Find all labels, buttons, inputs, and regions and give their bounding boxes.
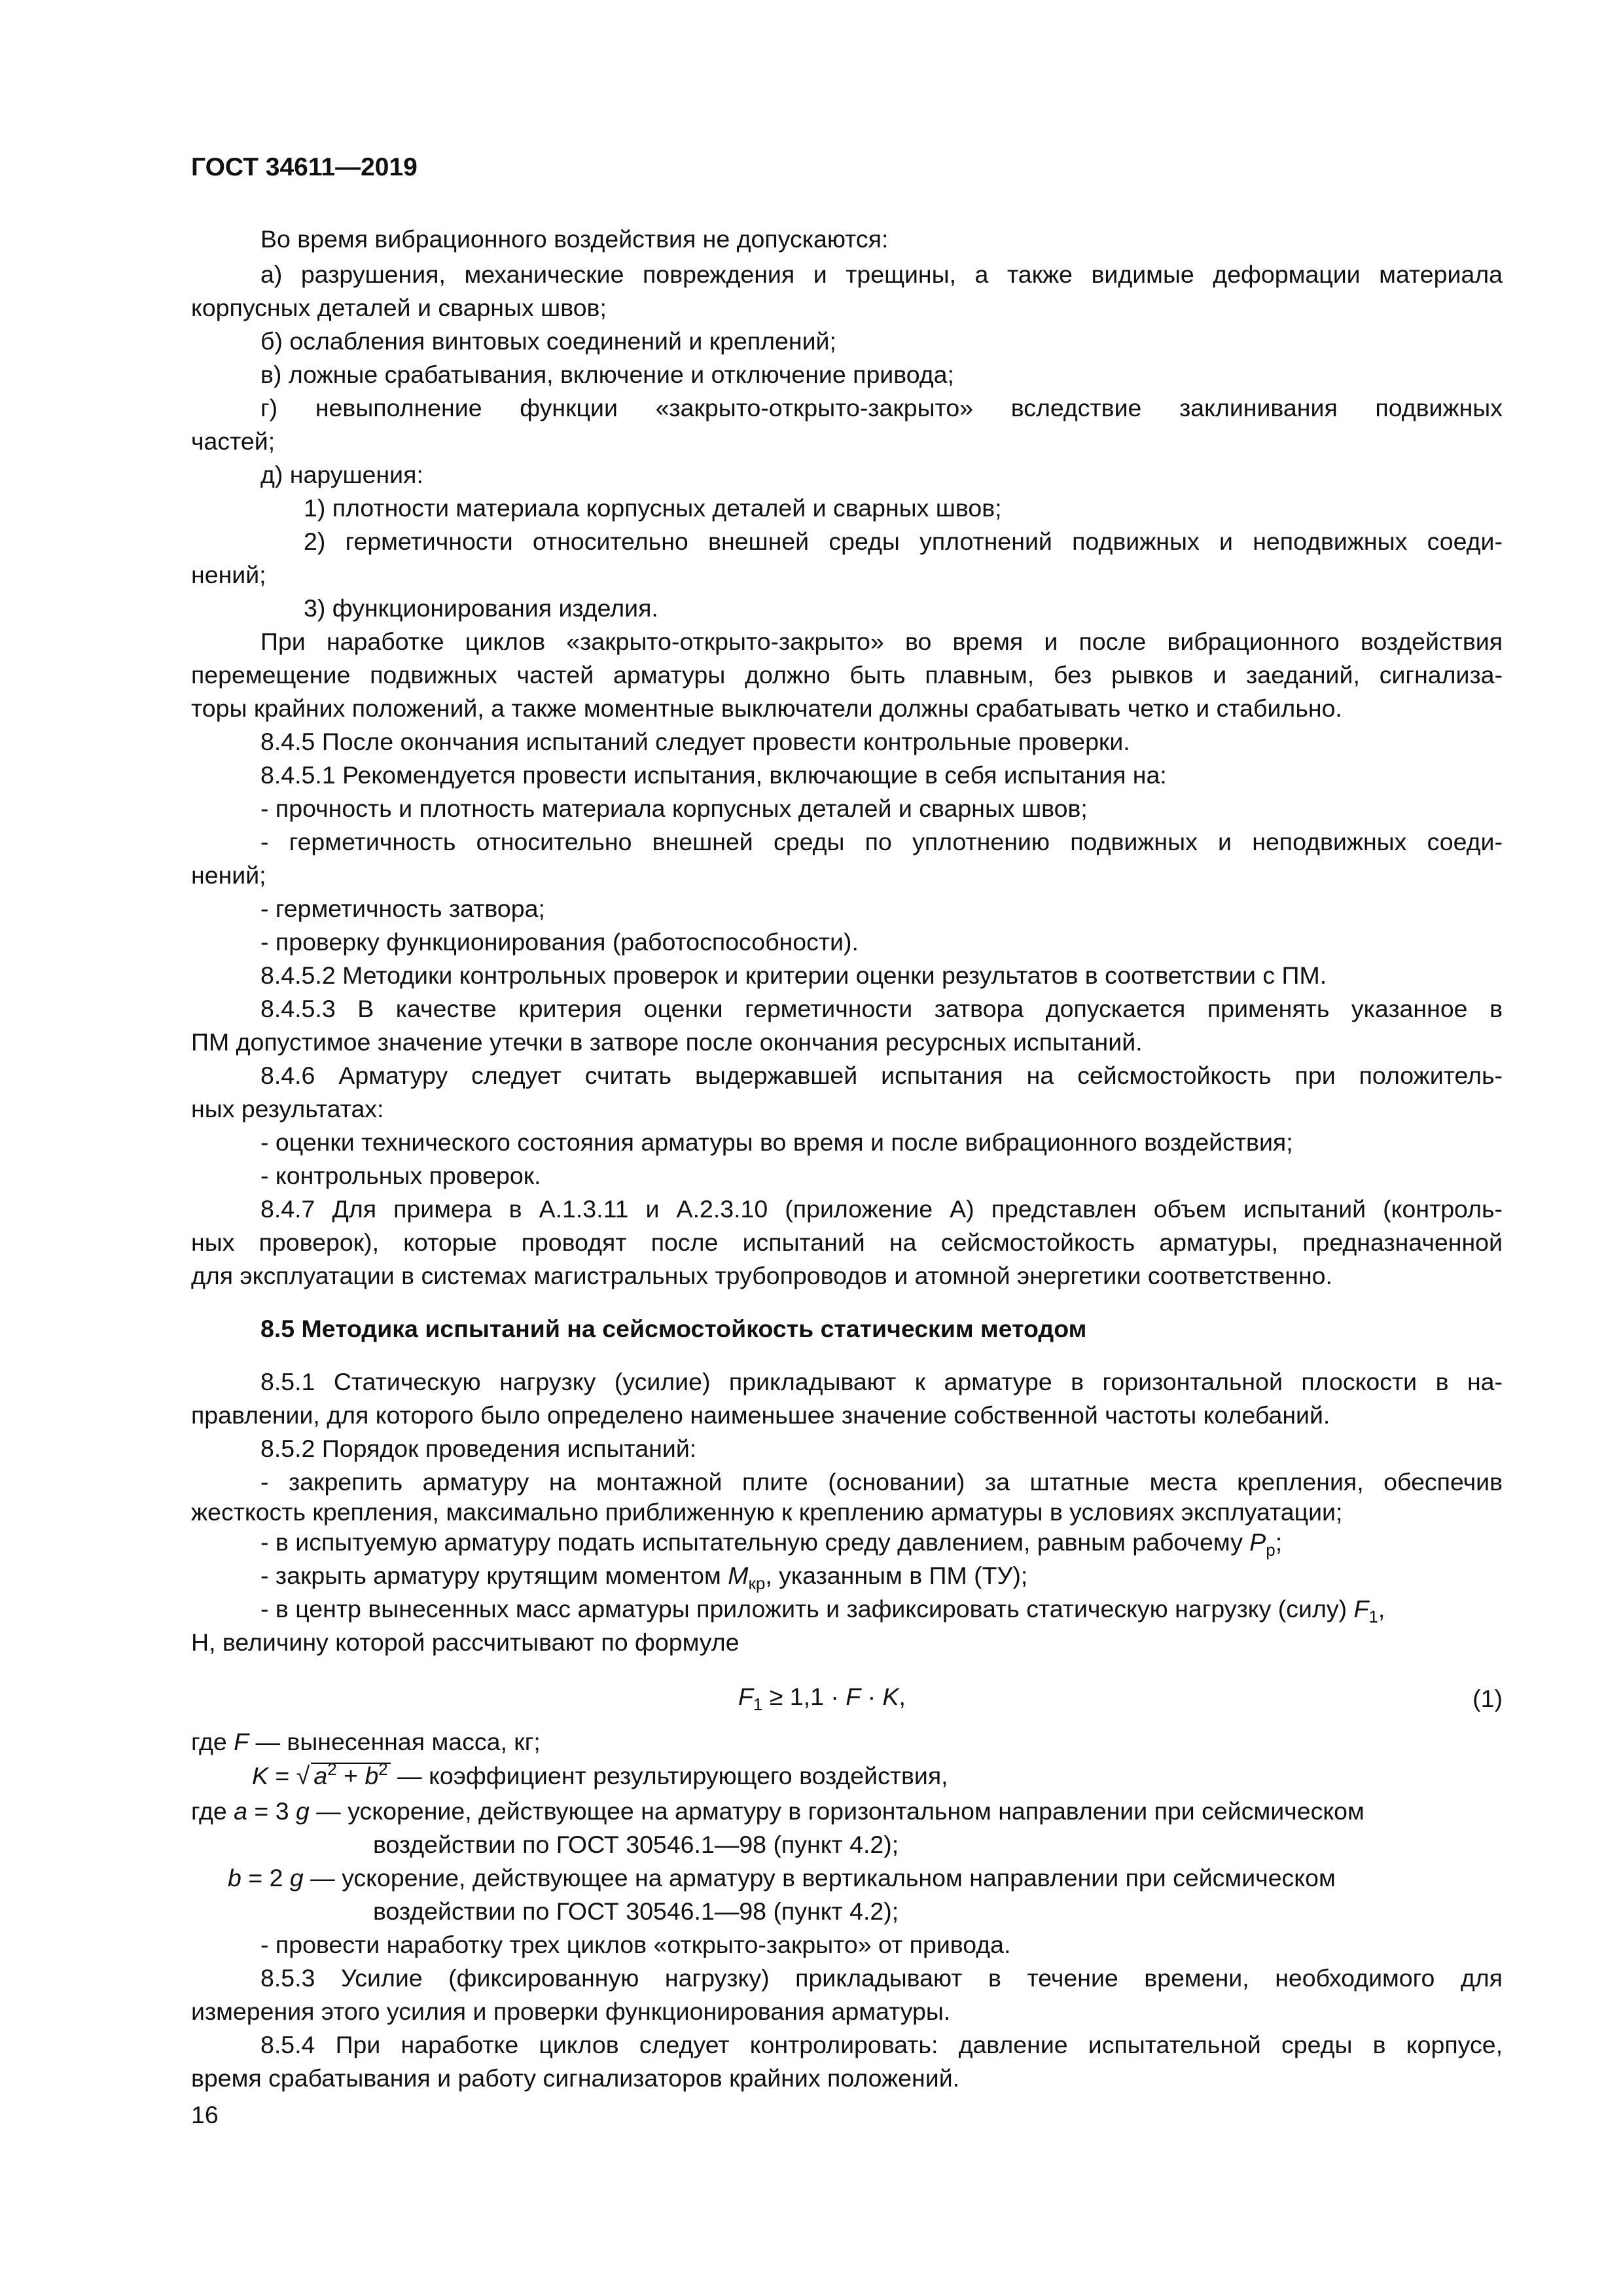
text-run: , <box>899 1683 906 1710</box>
text-run: = 3 <box>247 1797 296 1825</box>
list-item: - провести наработку трех циклов «открыто-закрыто» от привода. <box>260 1931 1011 1958</box>
list-item: д) нарушения: <box>260 461 423 488</box>
sqrt-icon: √ <box>296 1762 310 1789</box>
clause-8-5-3: 8.5.3 Усилие (фиксированную нагрузку) прикладывают в течение времени, необходимого для <box>260 1964 1503 1992</box>
symbol-f: F <box>846 1683 861 1710</box>
text-run: ≥ 1,1 · <box>762 1683 846 1710</box>
text-run: , <box>1378 1595 1385 1623</box>
symbol-g: g <box>296 1797 310 1825</box>
formula-k <box>252 1759 1623 1789</box>
text-run: - в испытуемую арматуру подать испытательную среду давлением, равным рабочему <box>260 1528 1250 1556</box>
symbol-b: b <box>228 1864 241 1892</box>
paragraph-line: нений; <box>191 861 266 889</box>
sqrt-radicand <box>311 1759 390 1789</box>
symbol-a: a <box>234 1797 248 1825</box>
symbol-f: F <box>1353 1595 1369 1623</box>
text-run: , указанным в ПМ (ТУ); <box>765 1562 1028 1589</box>
text-run: · <box>861 1683 883 1710</box>
list-item: - проверку функционирования (работоспособности). <box>260 928 859 956</box>
superscript: 2 <box>327 1759 337 1779</box>
where-line <box>191 1730 1623 1755</box>
text-run: = <box>268 1762 296 1789</box>
paragraph-line: для эксплуатации в системах магистральных трубопроводов и атомной энергетики соответственно. <box>191 1262 1332 1289</box>
clause-8-5-1: 8.5.1 Статическую нагрузку (усилие) прикладывают к арматуре в горизонтальной плоскости в на- <box>260 1368 1503 1395</box>
text-run: + <box>336 1762 365 1789</box>
list-item: б) ослабления винтовых соединений и креплений; <box>260 327 836 355</box>
text-run: - в центр вынесенных масс арматуры приложить и зафиксировать статическую нагрузку (силу) <box>260 1595 1354 1623</box>
paragraph-line: ПМ допустимое значение утечки в затворе после окончания ресурсных испытаний. <box>191 1028 1143 1056</box>
list-item-pressure <box>260 1528 1623 1560</box>
paragraph-line: измерения этого усилия и проверки функционирования арматуры. <box>191 1998 951 2025</box>
paragraph-line: воздействии по ГОСТ 30546.1—98 (пункт 4.2); <box>373 1897 899 1925</box>
text-run: ; <box>1275 1528 1283 1556</box>
list-item: - контрольных проверок. <box>260 1162 541 1189</box>
text-run: где <box>191 1728 234 1755</box>
list-item: - прочность и плотность материала корпусных деталей и сварных швов; <box>260 795 1088 822</box>
paragraph-line: корпусных деталей и сварных швов; <box>191 294 607 321</box>
paragraph-line: Во время вибрационного воздействия не допускаются: <box>260 225 889 253</box>
paragraph-line: время срабатывания и работу сигнализаторов крайних положений. <box>191 2064 960 2092</box>
paragraph-line: ных результатах: <box>191 1095 384 1122</box>
paragraph-line: правлении, для которого было определено наименьшее значение собственной частоты колебаний. <box>191 1401 1330 1429</box>
sub-list-item: 2) герметичности относительно внешней среды уплотнений подвижных и неподвижных соеди- <box>304 528 1503 555</box>
symbol-k: K <box>882 1683 899 1710</box>
text-run: - закрыть арматуру крутящим моментом <box>260 1562 728 1589</box>
list-item-force <box>260 1595 1623 1626</box>
clause-8-5-4: 8.5.4 При наработке циклов следует контролировать: давление испытательной среды в корпусе, <box>260 2031 1503 2058</box>
list-item-torque <box>260 1562 1623 1593</box>
where-a-line <box>191 1799 1623 1824</box>
list-item: в) ложные срабатывания, включение и отключение привода; <box>260 361 954 388</box>
paragraph-line: Н, величину которой рассчитывают по формуле <box>191 1628 740 1656</box>
text-run: — ускорение, действующее на арматуру в горизонтальном направлении при сейсмическом <box>309 1797 1364 1825</box>
clause-8-4-5-2: 8.4.5.2 Методики контрольных проверок и критерии оценки результатов в соответствии с ПМ. <box>260 961 1327 989</box>
symbol-f: F <box>234 1728 249 1755</box>
paragraph-line: жесткость крепления, максимально приближенную к креплению арматуры в условиях эксплуатации; <box>191 1498 1343 1526</box>
subscript: кр <box>748 1573 766 1593</box>
list-item: - герметичность относительно внешней среды по уплотнению подвижных и неподвижных соеди- <box>260 828 1503 855</box>
paragraph-line: торы крайних положений, а также моментные выключатели должны срабатывать четко и стабильно. <box>191 694 1342 722</box>
subscript: 1 <box>753 1695 763 1714</box>
paragraph-line: перемещение подвижных частей арматуры должно быть плавным, без рывков и заеданий, сигнализа- <box>191 661 1503 689</box>
superscript: 2 <box>378 1759 388 1779</box>
paragraph-line: нений; <box>191 561 266 588</box>
list-item: - закрепить арматуру на монтажной плите (основании) за штатные места крепления, обеспечив <box>260 1468 1503 1496</box>
text-run: = 2 <box>241 1864 290 1892</box>
formula-number: (1) <box>1472 1685 1503 1712</box>
symbol-b: b <box>365 1762 379 1789</box>
clause-8-5-2: 8.5.2 Порядок проведения испытаний: <box>260 1435 697 1462</box>
symbol-m: M <box>728 1562 749 1589</box>
section-heading-8-5: 8.5 Методика испытаний на сейсмостойкость статическим методом <box>260 1315 1087 1342</box>
text-run: где <box>191 1797 234 1825</box>
subscript: 1 <box>1368 1607 1378 1626</box>
clause-8-4-5: 8.4.5 После окончания испытаний следует провести контрольные проверки. <box>260 728 1130 755</box>
list-item: - оценки технического состояния арматуры во время и после вибрационного воздействия; <box>260 1128 1293 1156</box>
paragraph-line: воздействии по ГОСТ 30546.1—98 (пункт 4.2); <box>373 1831 899 1858</box>
symbol-a: a <box>313 1762 328 1789</box>
where-b-line <box>228 1866 1623 1891</box>
text-run: — коэффициент результирующего воздействия, <box>390 1762 948 1789</box>
clause-8-4-5-1: 8.4.5.1 Рекомендуется провести испытания, включающие в себя испытания на: <box>260 761 1167 789</box>
symbol-p: P <box>1249 1528 1266 1556</box>
list-item: - герметичность затвора; <box>260 895 545 922</box>
symbol-f: F <box>738 1683 753 1710</box>
clause-8-4-5-3: 8.4.5.3 В качестве критерия оценки герметичности затвора допускается применять указанное в <box>260 995 1503 1022</box>
document-header: ГОСТ 34611—2019 <box>191 153 418 181</box>
subscript: р <box>1266 1540 1275 1560</box>
sub-list-item: 1) плотности материала корпусных деталей и сварных швов; <box>304 494 1002 522</box>
sub-list-item: 3) функционирования изделия. <box>304 594 658 622</box>
symbol-g: g <box>289 1864 304 1892</box>
paragraph-line: При наработке циклов «закрыто-открыто-закрыто» во время и после вибрационного воздействия <box>260 628 1503 655</box>
list-item: г) невыполнение функции «закрыто-открыто-закрыто» вследствие заклинивания подвижных <box>260 394 1503 422</box>
clause-8-4-7: 8.4.7 Для примера в А.1.3.11 и А.2.3.10 (приложение А) представлен объем испытаний (контроль- <box>260 1195 1503 1223</box>
clause-8-4-6: 8.4.6 Арматуру следует считать выдержавшей испытания на сейсмостойкость при положитель- <box>260 1062 1503 1089</box>
text-run: — вынесенная масса, кг; <box>249 1728 541 1755</box>
page-number: 16 <box>191 2101 219 2128</box>
list-item: а) разрушения, механические повреждения и трещины, а также видимые деформации материала <box>260 260 1503 288</box>
symbol-k: K <box>252 1762 269 1789</box>
text-run: — ускорение, действующее на арматуру в вертикальном направлении при сейсмическом <box>303 1864 1336 1892</box>
paragraph-line: ных проверок), которые проводят после испытаний на сейсмостойкость арматуры, предназначенной <box>191 1229 1503 1256</box>
paragraph-line: частей; <box>191 427 276 455</box>
